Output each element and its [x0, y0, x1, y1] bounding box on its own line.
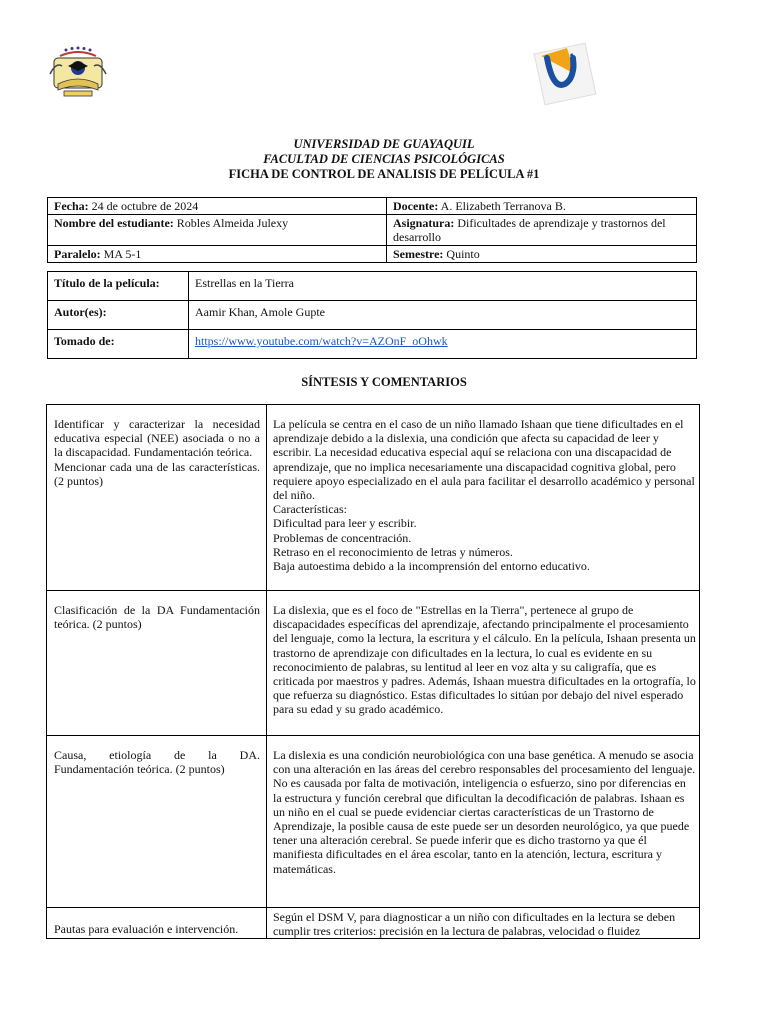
- fecha-value: 24 de octubre de 2024: [91, 199, 199, 213]
- docente-value: A. Elizabeth Terranova B.: [440, 199, 566, 213]
- student-info-table: [47, 197, 697, 263]
- fecha-cell: [48, 198, 387, 215]
- question-text: Identificar y caracterizar la necesidad educativa especial (NEE) asociada o no a la discapacidad. Fundamentación teórica.: [54, 417, 260, 460]
- question-cell-2: [47, 591, 267, 736]
- estudiante-cell: [48, 215, 387, 246]
- synthesis-table: [46, 404, 700, 939]
- question-cell-3: [47, 736, 267, 908]
- list-item: Baja autoestima debido a la incomprensión del entorno educativo.: [273, 559, 590, 574]
- list-item: Dificultad para leer y escribir.: [273, 516, 417, 531]
- question-text-extra: Mencionar cada una de las características. (2 puntos): [54, 459, 260, 488]
- fecha-label: Fecha:: [54, 199, 89, 213]
- list-item: Retraso en el reconocimiento de letras y números.: [273, 544, 513, 559]
- question-cell-4: [47, 908, 267, 939]
- semestre-label: Semestre:: [393, 247, 444, 261]
- answer-text: La dislexia es una condición neurobiológica con una base genética. A menudo se asocia con una alteración en las áreas del cerebro responsables del procesamiento del lenguaje. No es causada por falta de motivación, inteligencia o esfuerzo, sino por diferencias en la estructura y función cerebral que dificultan la decodificación de palabras. Ishaan es un niño en el cual se puede evidenciar ciertas características de un Trastorno de Aprendizaje, la posible causa de este puede ser un desorden neurológico, ya que puede tener una alteración cerebral. Se puede inferir que es dicho trastorno ya que él manifiesta dificultades en el área escolar, tanto en la atención, lectura, escritura y matemáticas.: [273, 748, 696, 876]
- asignatura-value: Dificultades de aprendizaje y trastornos del desarrollo: [393, 216, 666, 244]
- answer-cell-4: [267, 908, 700, 939]
- paralelo-cell: [48, 246, 387, 263]
- estudiante-value: Robles Almeida Julexy: [176, 216, 289, 230]
- asignatura-cell: [387, 215, 697, 246]
- answer-cell-2: [267, 591, 700, 736]
- university-crest-icon: [44, 44, 112, 100]
- titulo-label: Título de la película:: [48, 272, 189, 301]
- answer-cell-3: [267, 736, 700, 908]
- document-title: FICHA DE CONTROL DE ANALISIS DE PELÍCULA #1: [228, 167, 540, 181]
- section-title: SÍNTESIS Y COMENTARIOS: [301, 375, 467, 389]
- youtube-link[interactable]: https://www.youtube.com/watch?v=AZOnF_oOhwk: [195, 334, 448, 348]
- film-info-table: [47, 271, 697, 359]
- answer-text: La película se centra en el caso de un niño llamado Ishaan que tiene dificultades en el aprendizaje debido a la dislexia, una condición que afecta su capacidad de leer y escribir. La necesidad educativa especial aquí se relaciona con una discapacidad de aprendizaje, que no implica necesariamente una discapacidad cognitiva global, pero requiere apoyo especializado en el aula para facilitar el desarrollo académico y personal del niño.: [273, 417, 695, 503]
- faculty-logo-icon: [527, 40, 599, 108]
- docente-label: Docente:: [393, 199, 439, 213]
- answer-text: Según el DSM V, para diagnosticar a un niño con dificultades en la lectura se deben cumplir tres criterios: precisión en la lectura de palabras, velocidad o fluidez: [273, 910, 676, 939]
- question-text: Pautas para evaluación e intervención.: [54, 922, 239, 937]
- docente-cell: [387, 198, 697, 215]
- list-title: Características:: [273, 502, 347, 517]
- paralelo-value: MA 5-1: [103, 247, 142, 261]
- asignatura-label: Asignatura:: [393, 216, 455, 230]
- question-text: Clasificación de la DA Fundamentación teórica. (2 puntos): [54, 603, 260, 632]
- list-item: Problemas de concentración.: [273, 530, 412, 545]
- answer-text: La dislexia, que es el foco de "Estrellas en la Tierra", pertenece al grupo de discapacidades específicas del aprendizaje, afectando principalmente el procesamiento del lenguaje, como la lectura, la escritura y el cálculo. En la película, Ishaan presenta un trastorno de aprendizaje con dificultades en la lectura, lo cual es evidente en su reconocimiento de palabras, su lentitud al leer en voz alta y su caligrafía, que es criticada por maestros y padres. Además, Ishaan muestra dificultades en la ortografía, lo que refuerza su diagnóstico. Estas dificultades lo sitúan por debajo del nivel esperado para su edad y su grado académico.: [273, 603, 696, 717]
- titulo-value: Estrellas en la Tierra: [189, 272, 697, 301]
- autor-value: Aamir Khan, Amole Gupte: [189, 301, 697, 330]
- paralelo-label: Paralelo:: [54, 247, 101, 261]
- tomado-cell: [189, 330, 697, 359]
- semestre-value: Quinto: [446, 247, 480, 261]
- autor-label: Autor(es):: [48, 301, 189, 330]
- question-text: Causa, etiología de la DA. Fundamentación teórica. (2 puntos): [54, 748, 260, 777]
- faculty-name: FACULTAD DE CIENCIAS PSICOLÓGICAS: [263, 152, 505, 166]
- answer-cell-1: [267, 405, 700, 591]
- semestre-cell: [387, 246, 697, 263]
- question-cell-1: [47, 405, 267, 591]
- estudiante-label: Nombre del estudiante:: [54, 216, 174, 230]
- university-name: UNIVERSIDAD DE GUAYAQUIL: [293, 137, 475, 151]
- tomado-label: Tomado de:: [48, 330, 189, 359]
